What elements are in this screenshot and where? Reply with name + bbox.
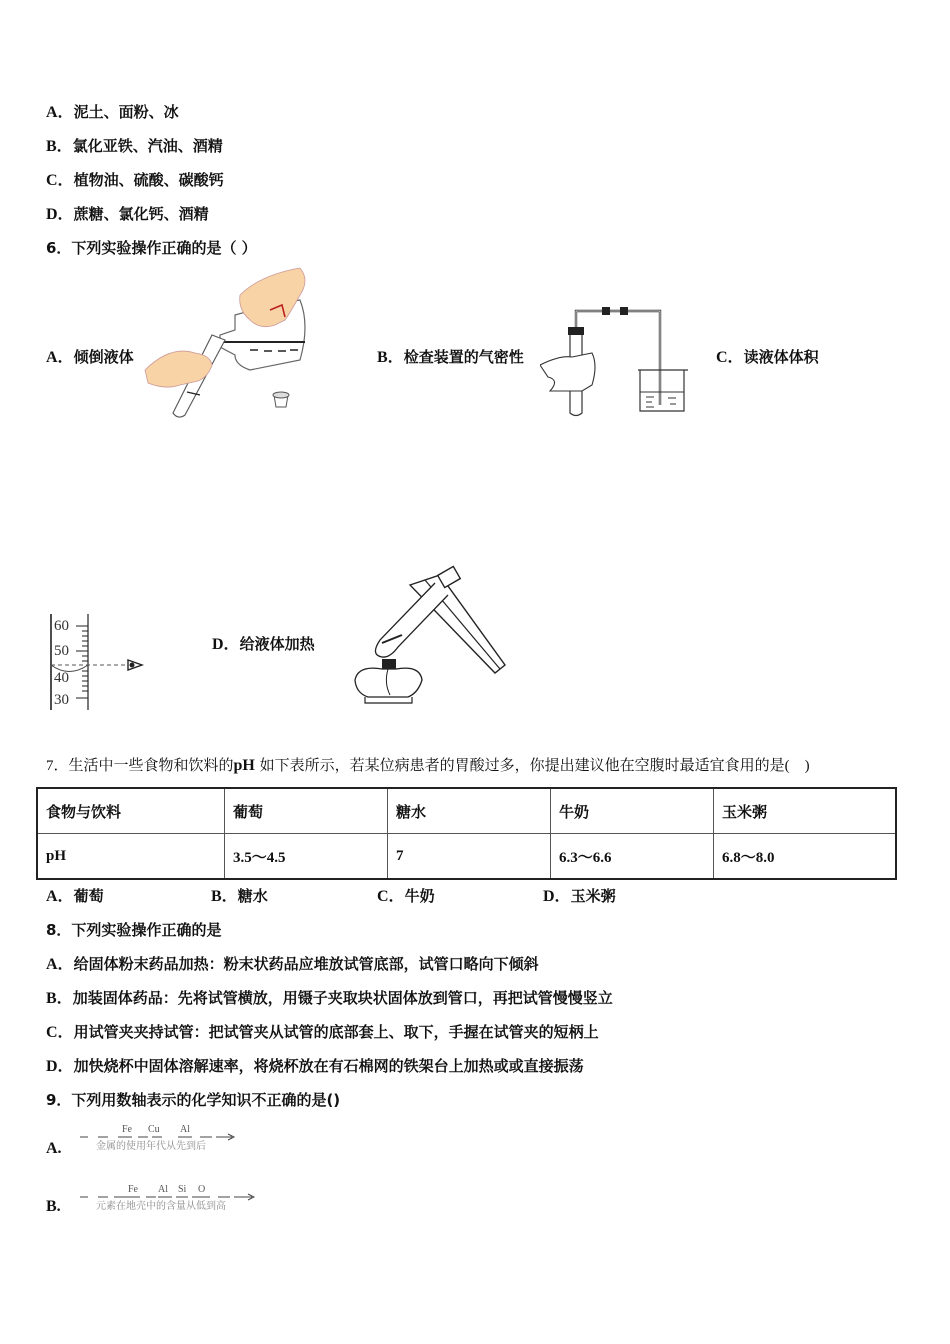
option-label: B． — [211, 888, 238, 905]
option-label: C． — [46, 1024, 74, 1041]
cylinder-tick-50: 50 — [54, 643, 69, 659]
option-text: 蔗糖、氯化钙、酒精 — [73, 205, 209, 223]
q9-stem: 9．下列用数轴表示的化学知识不正确的是() — [46, 1091, 341, 1109]
option-label: B． — [377, 349, 404, 366]
q9-option-a-number-axis — [80, 1124, 240, 1152]
option-label: C． — [46, 172, 74, 189]
ph-table — [36, 787, 897, 880]
q6-option-d[interactable] — [212, 634, 315, 655]
cylinder-tick-60: 60 — [54, 618, 69, 634]
table-cell: pH — [37, 834, 225, 880]
option-text: 泥土、面粉、冰 — [73, 103, 179, 121]
option-label: D． — [543, 888, 571, 905]
q7-option-b[interactable] — [211, 886, 268, 907]
q8-stem: 8．下列实验操作正确的是 — [46, 921, 222, 939]
option-text: 给液体加热 — [239, 635, 315, 653]
q6-option-b[interactable] — [377, 347, 524, 368]
table-cell: 6.3～6.6 — [551, 834, 714, 880]
q8-option-b[interactable] — [46, 988, 613, 1009]
option-text: 氯化亚铁、汽油、酒精 — [72, 137, 223, 155]
option-label: D． — [46, 1058, 74, 1075]
q6-option-c[interactable] — [716, 347, 819, 368]
option-text: 植物油、硫酸、碳酸钙 — [73, 171, 224, 189]
axis-caption: 金属的使用年代从先到后 — [96, 1141, 206, 1152]
table-cell: 葡萄 — [225, 788, 388, 834]
q7-option-d[interactable] — [543, 886, 616, 907]
axis-item: Al — [180, 1124, 190, 1135]
option-text: 用试管夹夹持试管：把试管夹从试管的底部套上、取下，手握在试管夹的短柄上 — [73, 1023, 599, 1041]
q9-option-b-number-axis — [80, 1184, 260, 1212]
q7-stem — [46, 755, 810, 776]
heating-liquid-illustration — [340, 565, 510, 710]
axis-caption: 元素在地壳中的含量从低到高 — [96, 1201, 226, 1212]
option-label: A． — [46, 956, 74, 973]
option-label: A. — [46, 1140, 62, 1157]
q8-option-a[interactable] — [46, 954, 539, 975]
stem-text: 7．生活中一些食物和饮料的 — [46, 758, 234, 774]
airtightness-check-illustration — [540, 305, 700, 417]
cylinder-tick-30: 30 — [54, 692, 69, 708]
q5-option-a[interactable] — [46, 102, 179, 123]
stem-ph: pH — [233, 757, 255, 774]
q5-option-b[interactable] — [46, 136, 223, 157]
option-label: B． — [46, 138, 73, 155]
q5-option-d[interactable] — [46, 204, 209, 225]
q9-option-b[interactable] — [46, 1196, 61, 1217]
axis-item: O — [198, 1184, 206, 1195]
table-cell: 食物与饮料 — [37, 788, 225, 834]
option-text: 加快烧杯中固体溶解速率，将烧杯放在有石棉网的铁架台上加热或或直接振荡 — [73, 1057, 584, 1075]
option-label: D． — [46, 206, 74, 223]
q8-option-c[interactable] — [46, 1022, 599, 1043]
table-row — [37, 834, 896, 880]
q9-option-a[interactable] — [46, 1138, 62, 1159]
axis-item: Fe — [128, 1184, 138, 1195]
option-text: 读液体体积 — [743, 348, 819, 366]
table-cell: 3.5～4.5 — [225, 834, 388, 880]
axis-item: Si — [178, 1184, 187, 1195]
q6-stem: 6．下列实验操作正确的是（ ） — [46, 239, 257, 257]
option-label: C． — [377, 888, 405, 905]
option-text: 牛奶 — [404, 887, 435, 905]
q7-option-c[interactable] — [377, 886, 435, 907]
pouring-liquid-illustration — [140, 265, 320, 420]
option-label: C． — [716, 349, 744, 366]
option-text: 葡萄 — [73, 887, 104, 905]
graduated-cylinder-reading-illustration — [46, 610, 156, 714]
q5-option-c[interactable] — [46, 170, 224, 191]
option-text: 糖水 — [237, 887, 268, 905]
option-label: B. — [46, 1198, 61, 1215]
option-text: 给固体粉末药品加热：粉末状药品应堆放试管底部，试管口略向下倾斜 — [73, 955, 539, 973]
option-label: B． — [46, 990, 73, 1007]
q8-option-d[interactable] — [46, 1056, 584, 1077]
option-text: 倾倒液体 — [73, 348, 134, 366]
table-cell: 糖水 — [388, 788, 551, 834]
option-text: 加装固体药品：先将试管横放，用镊子夹取块状固体放到管口，再把试管慢慢竖立 — [72, 989, 613, 1007]
q7-option-a[interactable] — [46, 886, 104, 907]
option-label: A． — [46, 104, 74, 121]
table-cell: 6.8～8.0 — [714, 834, 897, 880]
option-label: D． — [212, 636, 240, 653]
cylinder-tick-40: 40 — [54, 670, 69, 686]
option-text: 检查装置的气密性 — [403, 348, 524, 366]
option-label: A． — [46, 349, 74, 366]
stem-text: 如下表所示，若某位病患者的胃酸过多，你提出建议他在空腹时最适宜食用的是( ) — [259, 758, 810, 774]
option-label: A． — [46, 888, 74, 905]
table-cell: 玉米粥 — [714, 788, 897, 834]
table-cell: 牛奶 — [551, 788, 714, 834]
option-text: 玉米粥 — [570, 887, 616, 905]
table-header-row — [37, 788, 896, 834]
table-cell: 7 — [388, 834, 551, 880]
q6-option-a[interactable] — [46, 347, 134, 368]
axis-item: Cu — [148, 1124, 160, 1135]
axis-item: Al — [158, 1184, 168, 1195]
axis-item: Fe — [122, 1124, 132, 1135]
